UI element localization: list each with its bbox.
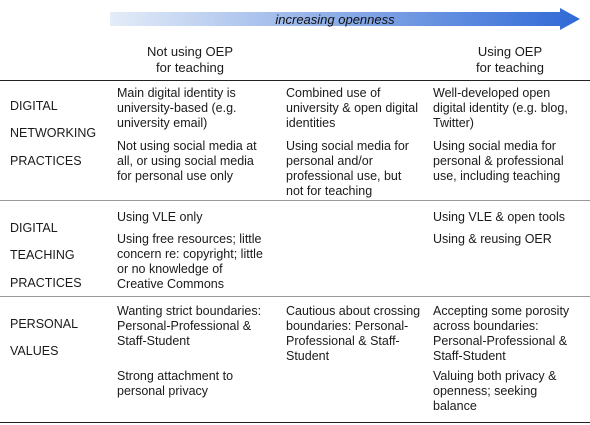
row-divider: [0, 296, 590, 297]
arrow-label: increasing openness: [275, 11, 395, 27]
row-heading-line: PERSONAL: [10, 316, 79, 331]
cell-line: Combined use of: [286, 86, 381, 100]
cell-line: Using social media for: [433, 139, 556, 153]
cell-free-resources: [117, 232, 263, 292]
cell-social-media-personal-professional: [286, 139, 409, 199]
cell-line: Professional & Staff-: [286, 334, 400, 348]
cell-line: concern re: copyright; little: [117, 247, 263, 261]
cell-line: Strong attachment to: [117, 369, 234, 383]
cell-vle-and-open-tools: [433, 210, 565, 225]
cell-line: use, including teaching: [433, 169, 561, 183]
row-heading-digital-teaching-practices: [10, 208, 82, 303]
cell-line: university email): [117, 116, 208, 130]
row-heading-personal-values: [10, 304, 78, 372]
cell-line: personal and/or: [286, 154, 373, 168]
cell-line: personal privacy: [117, 384, 209, 398]
cell-attachment-to-privacy: [117, 369, 233, 399]
row-heading-line: PRACTICES: [10, 153, 82, 168]
row-heading-line: TEACHING: [10, 248, 75, 262]
table-bottom-rule: [0, 422, 590, 423]
cell-strict-boundaries: [117, 304, 261, 349]
cell-line: Wanting strict boundaries:: [117, 304, 262, 318]
row-divider: [0, 200, 590, 201]
row-heading-line: VALUES: [10, 344, 59, 358]
cell-using-vle-only: [117, 210, 202, 225]
row-heading-digital-networking-practices: [10, 86, 96, 181]
cell-not-using-social-media: [117, 139, 257, 184]
cell-line: or no knowledge of: [117, 262, 223, 276]
cell-line: all, or using social media: [117, 154, 254, 168]
row-heading-line: DIGITAL: [10, 98, 58, 113]
cell-line: Accepting some porosity: [433, 304, 570, 318]
cell-line: Creative Commons: [117, 277, 224, 291]
cell-line: Using & reusing OER: [433, 232, 552, 246]
column-header-using-oep: [455, 44, 565, 76]
cell-line: university & open digital: [286, 101, 419, 115]
cell-using-reusing-oer: [433, 232, 552, 247]
cell-line: Twitter): [433, 116, 474, 130]
column-header-not-using-oep: [130, 44, 250, 76]
cell-line: Cautious about crossing: [286, 304, 421, 318]
cell-valuing-privacy-openness: [433, 369, 556, 414]
cell-line: Main digital identity is: [117, 86, 236, 100]
cell-line: digital identity (e.g. blog,: [433, 101, 568, 115]
row-heading-line: DIGITAL: [10, 220, 58, 235]
cell-line: boundaries: Personal-: [286, 319, 409, 333]
column-header-line: for teaching: [476, 60, 544, 75]
cell-line: Staff-Student: [433, 349, 506, 363]
row-heading-line: PRACTICES: [10, 275, 82, 290]
cell-social-media-including-teaching: [433, 139, 564, 184]
cell-cautious-crossing-boundaries: [286, 304, 420, 364]
cell-line: personal & professional: [433, 154, 564, 168]
cell-line: Student: [286, 349, 330, 363]
cell-line: Personal-Professional &: [117, 319, 252, 333]
cell-line: Staff-Student: [117, 334, 190, 348]
cell-combined-use: [286, 86, 418, 131]
cell-main-digital-identity: [117, 86, 237, 131]
row-heading-line: NETWORKING: [10, 126, 97, 140]
cell-line: Not using social media at: [117, 139, 257, 153]
cell-line: professional use, but: [286, 169, 402, 183]
cell-line: for personal use only: [117, 169, 234, 183]
cell-line: openness; seeking: [433, 384, 538, 398]
cell-accepting-porosity: [433, 304, 569, 364]
cell-line: Using VLE & open tools: [433, 210, 566, 224]
column-header-line: for teaching: [156, 60, 224, 75]
cell-line: Using VLE only: [117, 210, 203, 224]
table-top-rule: [0, 80, 590, 81]
cell-line: not for teaching: [286, 184, 373, 198]
cell-open-digital-identity: [433, 86, 568, 131]
cell-line: across boundaries:: [433, 319, 539, 333]
cell-line: Well-developed open: [433, 86, 551, 100]
cell-line: university-based (e.g.: [117, 101, 237, 115]
cell-line: Valuing both privacy &: [433, 369, 557, 383]
column-header-line: Not using OEP: [147, 44, 233, 59]
cell-line: Using social media for: [286, 139, 409, 153]
column-header-line: Using OEP: [477, 44, 543, 59]
cell-line: Personal-Professional &: [433, 334, 568, 348]
cell-line: identities: [286, 116, 336, 130]
cell-line: balance: [433, 399, 477, 413]
openness-arrow: [110, 8, 582, 32]
cell-line: Using free resources; little: [117, 232, 262, 246]
